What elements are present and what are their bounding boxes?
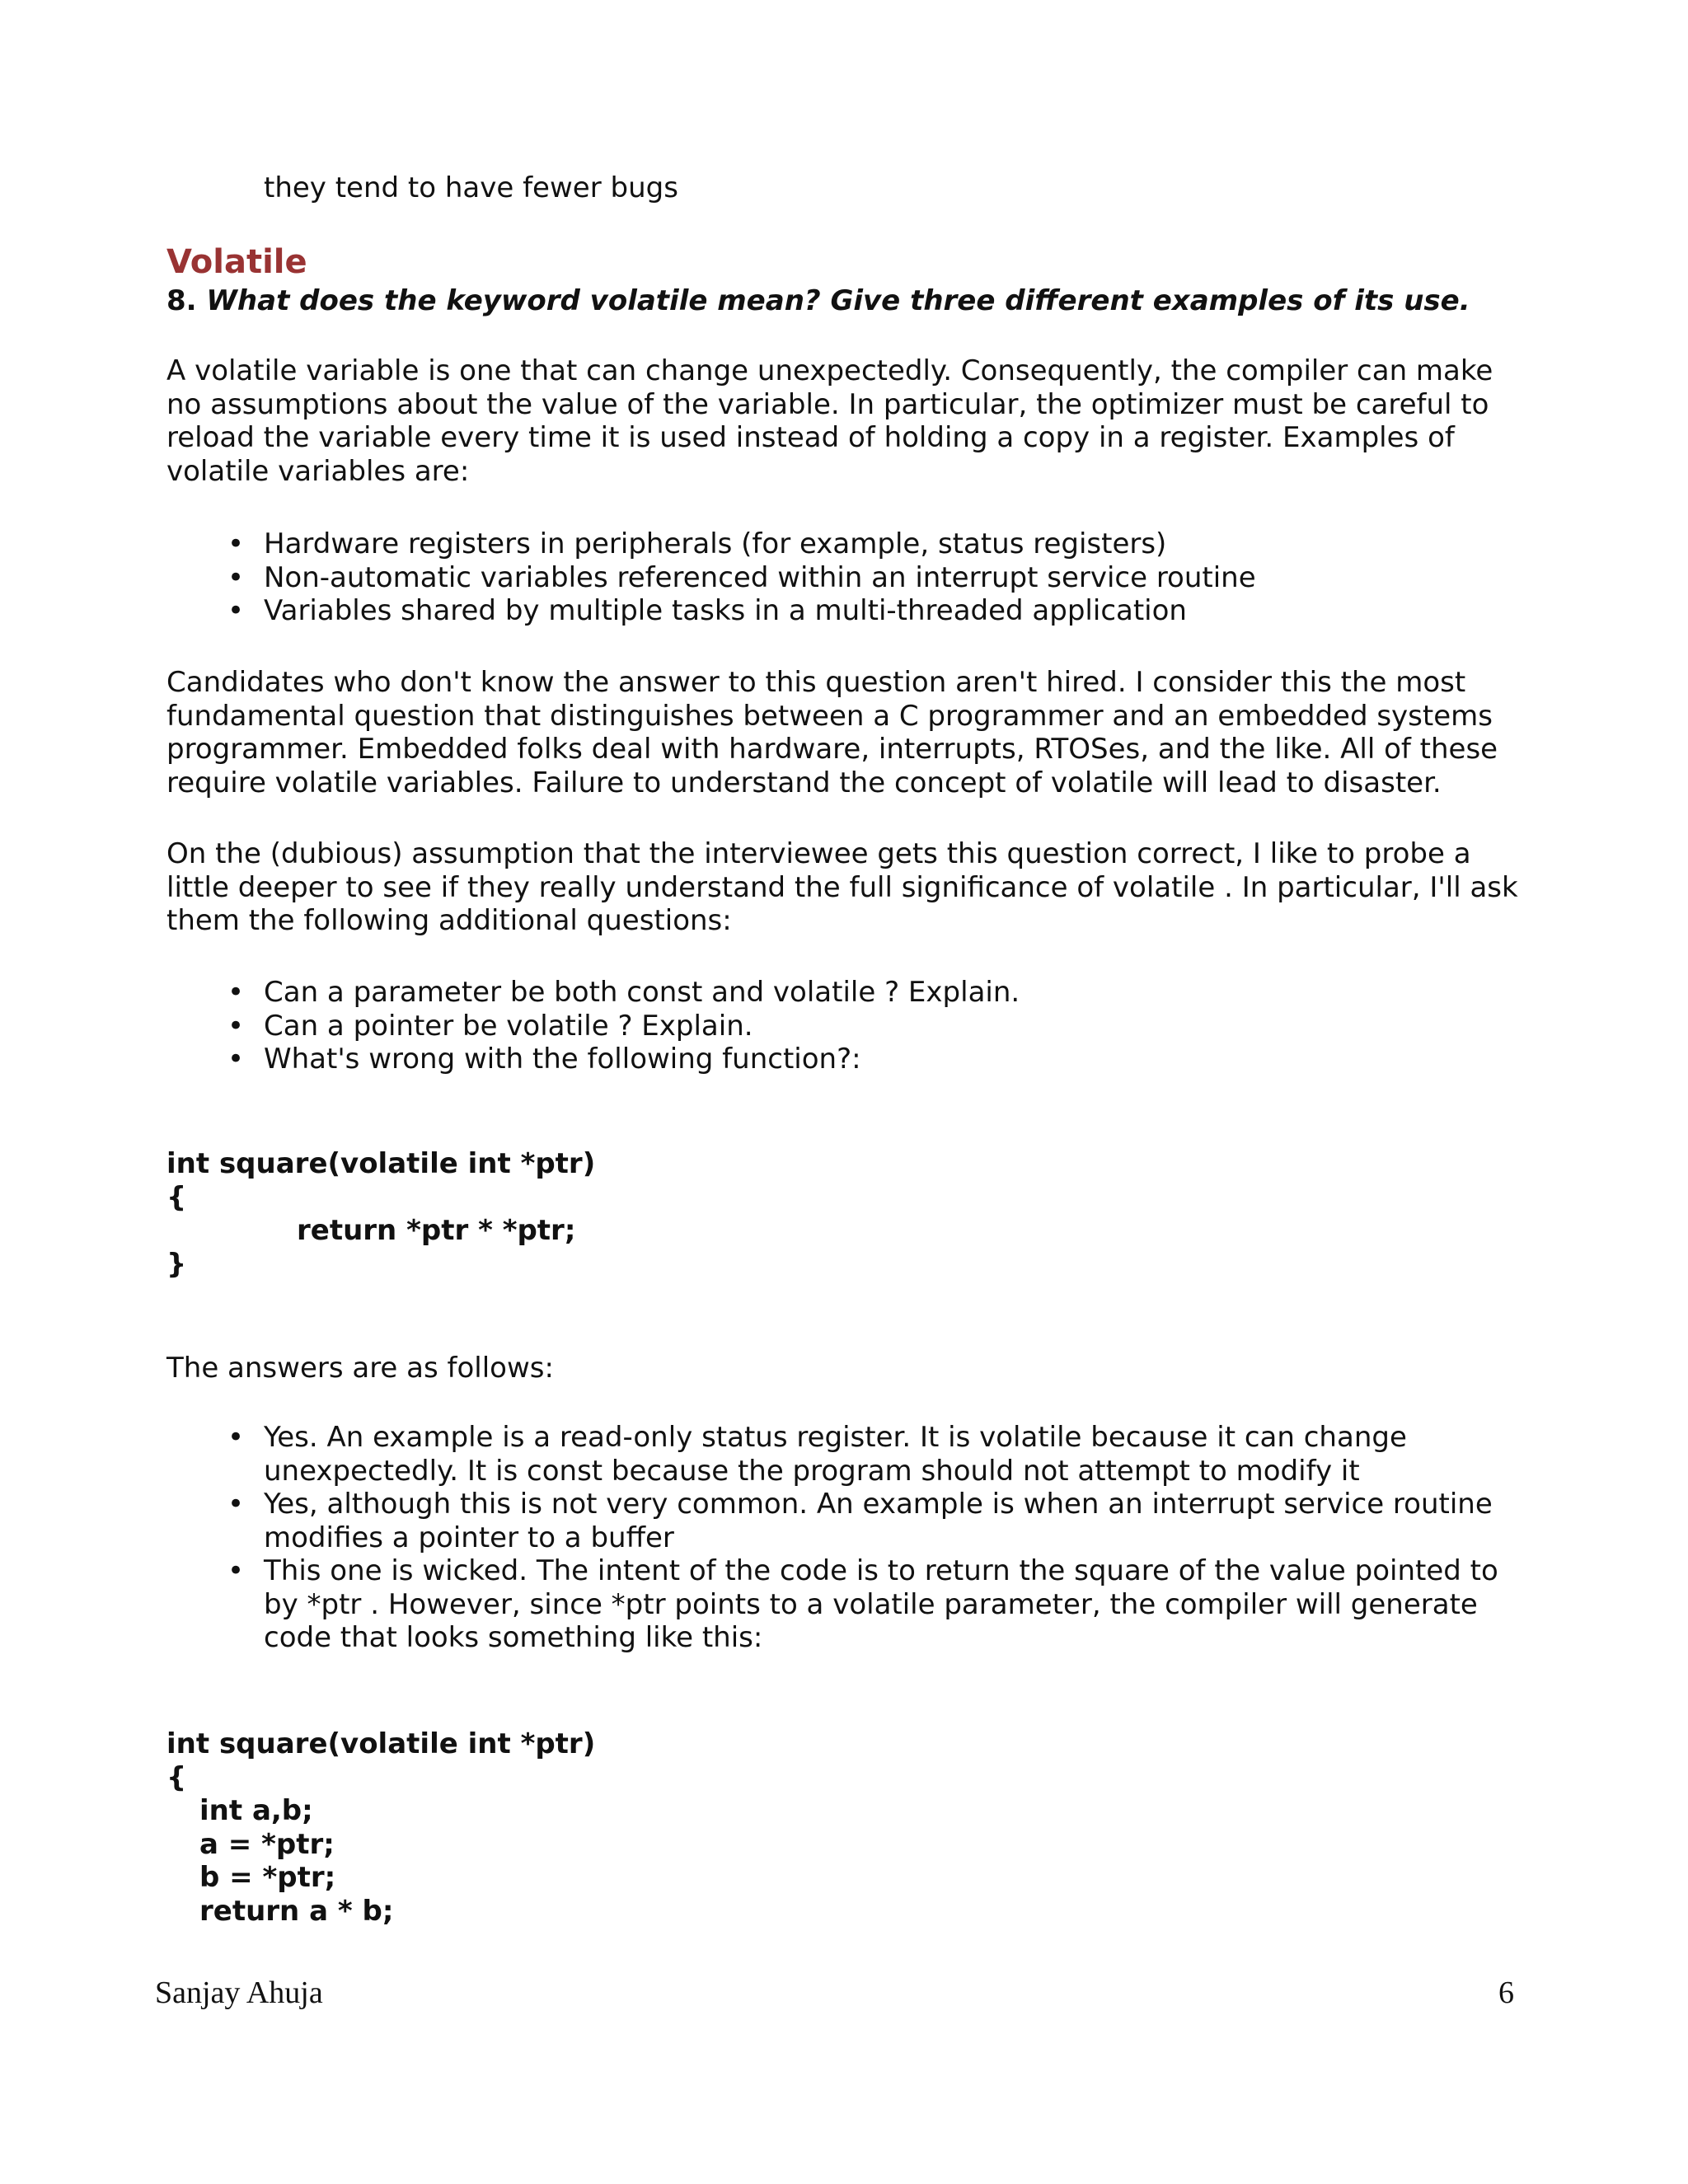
list-item-text: Yes. An example is a read-only status register. It is volatile because it can change unexpectedly. It is const because the program should not attempt to modify it [264,1421,1407,1488]
paragraph-definition: A volatile variable is one that can change unexpectedly. Consequently, the compiler can make no assumptions about the value of the variable. In particular, the optimizer must be careful to reload the variable every time it is used instead of holding a copy in a register. Examples of volatile variables are: [166,354,1493,488]
code-line: return *ptr * *ptr; [297,1214,576,1247]
list-item [223,976,1541,1010]
paragraph-follow-up: On the (dubious) assumption that the interviewee gets this question correct, I like to probe a little deeper to see if they really understand the full significance of volatile . In particular, I'll ask them the following additional questions: [166,837,1518,937]
page-number: 6 [1498,1975,1514,2010]
intro-line: they tend to have fewer bugs [264,171,678,204]
list-item [223,1554,1541,1655]
list-item [223,527,1541,561]
code-block-square [166,1147,595,1281]
footer-author: Sanjay Ahuja [155,1975,323,2010]
list-item [223,1488,1541,1554]
list-item-text: Can a parameter be both const and volatile ? Explain. [264,976,1020,1009]
list-item-text: Variables shared by multiple tasks in a multi-threaded application [264,594,1187,627]
code-line: { [166,1180,187,1214]
bullet-icon: • [227,527,245,560]
list-item-text: Non-automatic variables referenced within an interrupt service routine [264,560,1256,594]
section-heading: Volatile [166,243,307,281]
bullet-icon: • [227,1488,245,1521]
list-item [223,1043,1541,1076]
list-item-text: What's wrong with the following function?: [264,1043,861,1076]
code-line: int a,b; [199,1794,313,1827]
bullet-icon: • [227,1421,245,1454]
bullet-icon: • [227,1043,245,1076]
code-line: a = *ptr; [199,1827,335,1861]
list-item-text: Hardware registers in peripherals (for example, status registers) [264,527,1167,560]
examples-list [223,527,1541,628]
list-item-text: This one is wicked. The intent of the code is to return the square of the value pointed to by *ptr . However, since *ptr points to a volatile parameter, the compiler will generate code that looks something like this: [264,1554,1498,1654]
list-item [223,561,1541,595]
code-line: } [166,1247,187,1281]
bullet-icon: • [227,594,245,627]
list-item [223,594,1541,628]
code-line: b = *ptr; [199,1861,336,1894]
code-line: int square(volatile int *ptr) [166,1727,596,1760]
list-item [223,1421,1541,1488]
paragraph-candidates: Candidates who don't know the answer to this question aren't hired. I consider this the most fundamental question that distinguishes between a C programmer and an embedded systems programmer. Embedded folks deal with hardware, interrupts, RTOSes, and the like. All of these require volatile variables. Failure to understand the concept of volatile will lead to disaster. [166,666,1498,799]
bullet-icon: • [227,1009,245,1043]
bullet-icon: • [227,560,245,594]
code-line: int square(volatile int *ptr) [166,1147,596,1180]
question-text: What does the keyword volatile mean? Give three different examples of its use. [206,284,1470,317]
code-line: { [166,1760,187,1794]
code-line: return a * b; [199,1894,394,1928]
questions-list [223,976,1541,1076]
list-item-text: Yes, although this is not very common. An example is when an interrupt service routine modifies a pointer to a buffer [264,1488,1493,1554]
list-item-text: Can a pointer be volatile ? Explain. [264,1009,753,1043]
question-number: 8. [166,284,197,317]
list-item [223,1010,1541,1043]
paragraph-answers-intro: The answers are as follows: [166,1352,554,1385]
answers-list [223,1421,1541,1655]
bullet-icon: • [227,1554,245,1587]
bullet-icon: • [227,976,245,1009]
code-block-expanded [166,1727,595,1928]
question-8 [166,284,1470,317]
